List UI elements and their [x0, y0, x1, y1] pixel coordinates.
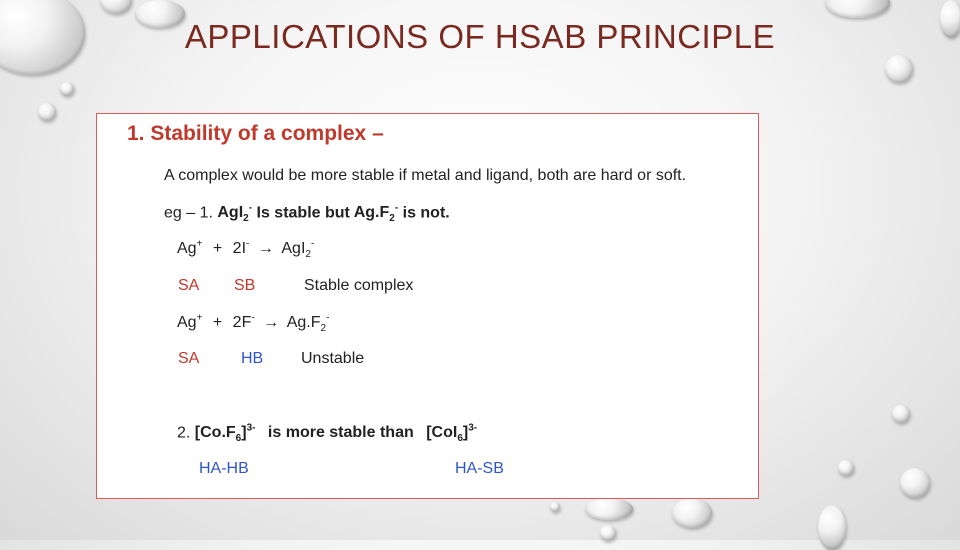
- reactant-fluoride: 2F-: [232, 313, 255, 332]
- example-1-line: [164, 203, 450, 225]
- example-formula-agi2: AgI$_2$-: [217, 203, 253, 225]
- plus-sign: +: [212, 314, 223, 332]
- complex-coi6: $[CoI_6]^{3-}$: [426, 423, 478, 445]
- water-drop-decoration: [600, 525, 616, 541]
- label-stable-complex: Stable complex: [304, 277, 414, 294]
- label-soft-base: SB: [234, 277, 256, 294]
- reaction-arrow-icon: →: [263, 314, 280, 332]
- label-ha-sb: HA-SB: [455, 460, 504, 477]
- water-drop-decoration: [825, 0, 890, 18]
- water-drop-decoration: [585, 498, 633, 520]
- water-drop-decoration: [892, 405, 910, 423]
- water-drop-decoration: [100, 0, 132, 14]
- water-drop-decoration: [900, 468, 930, 498]
- water-drop-decoration: [672, 498, 712, 528]
- principle-statement: A complex would be more stable if metal and ligand, both are hard or soft.: [164, 167, 687, 184]
- slide-title: APPLICATIONS OF HSAB PRINCIPLE: [184, 18, 776, 55]
- example-end-text: is not.: [398, 204, 450, 222]
- example-formula-agf2: $Ag.F_2^-$: [353, 203, 399, 225]
- label-soft-acid: SA: [178, 277, 200, 294]
- example-middle-text: Is stable but: [252, 204, 354, 222]
- example-prefix: eg – 1.: [164, 204, 218, 222]
- label-unstable: Unstable: [301, 350, 365, 367]
- label-soft-acid-2: SA: [178, 350, 200, 367]
- water-drop-decoration: [838, 460, 854, 476]
- water-drop-decoration: [550, 502, 560, 512]
- reaction-1: [177, 239, 314, 261]
- product-agf2: $Ag.F_2^-$: [286, 313, 330, 335]
- product-agi2: AgI$_2$-: [281, 239, 315, 261]
- water-drop-decoration: [818, 505, 846, 550]
- section-heading: 1. Stability of a complex –: [127, 122, 384, 145]
- reactant-iodide: 2I-: [232, 239, 250, 258]
- example-2-line: [177, 423, 477, 445]
- plus-sign: +: [212, 240, 223, 258]
- content-panel: [96, 113, 759, 499]
- reactant-silver-ion: Ag+: [177, 313, 203, 332]
- complex-cof6: $[Co.F_6]^{3-}$: [194, 423, 256, 445]
- water-drop-decoration: [60, 82, 74, 96]
- reaction-2: [177, 313, 329, 335]
- reaction-arrow-icon: →: [257, 240, 274, 258]
- label-ha-hb: HA-HB: [199, 460, 249, 477]
- water-drop-decoration: [885, 55, 913, 83]
- comparison-text: is more stable than: [267, 424, 414, 442]
- label-hard-base: HB: [241, 350, 264, 367]
- reactant-silver-ion: Ag+: [177, 239, 203, 258]
- water-drop-decoration: [38, 103, 56, 121]
- example-2-number: 2.: [177, 424, 195, 442]
